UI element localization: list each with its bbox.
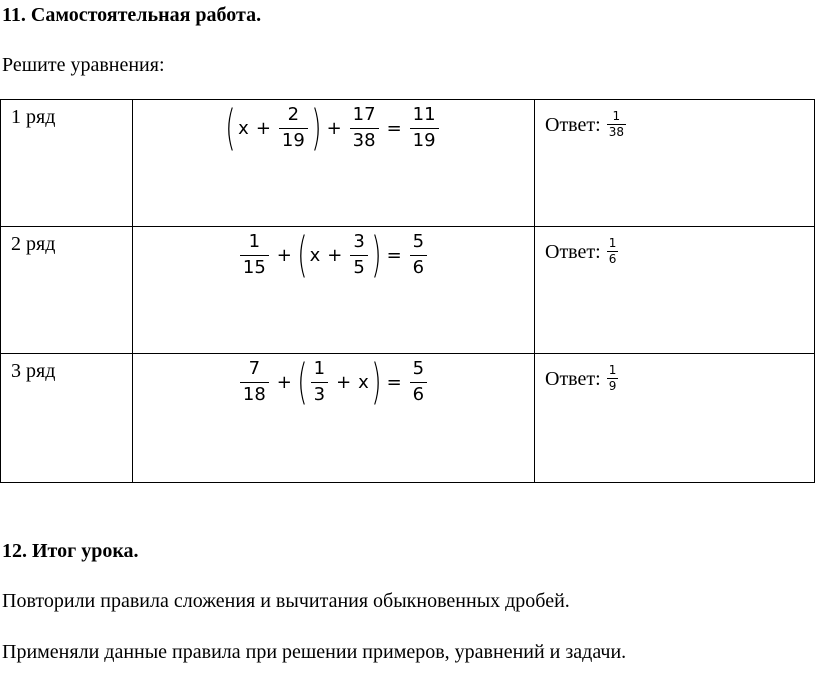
equations-table — [0, 99, 815, 483]
equation-cell — [133, 227, 535, 354]
numerator: 5 — [412, 230, 425, 252]
numerator: 5 — [412, 357, 425, 379]
answer-cell — [535, 354, 815, 483]
denominator: 6 — [410, 255, 427, 279]
equation — [133, 100, 534, 156]
fraction — [410, 232, 427, 278]
answer-cell — [535, 100, 815, 227]
numerator: 1 — [608, 363, 617, 377]
equals-sign: = — [386, 117, 402, 139]
table-row — [1, 100, 815, 227]
numerator: 11 — [412, 103, 436, 125]
plus-sign: + — [255, 117, 271, 139]
fraction — [350, 232, 367, 278]
row-label: 3 ряд — [1, 354, 133, 483]
answer-label: Ответ: — [545, 241, 601, 263]
row-label: 2 ряд — [1, 227, 133, 354]
right-paren: ) — [311, 100, 322, 156]
denominator: 38 — [608, 125, 624, 140]
plus-sign: + — [326, 117, 342, 139]
numerator: 3 — [353, 230, 365, 252]
fraction — [410, 105, 439, 151]
answer-cell — [535, 227, 815, 354]
equals-sign: = — [386, 371, 402, 393]
section-11-heading: 11. Самостоятельная работа. — [2, 4, 262, 26]
numerator: 1 — [248, 230, 261, 252]
answer — [535, 100, 814, 139]
equation-cell — [133, 354, 535, 483]
denominator: 6 — [410, 382, 427, 406]
variable-x: x — [358, 371, 369, 393]
fraction — [240, 232, 269, 278]
table-row — [1, 227, 815, 354]
row-label: 1 ряд — [1, 100, 133, 227]
denominator: 18 — [240, 382, 269, 406]
instruction-text: Решите уравнения: — [2, 54, 165, 76]
answer-fraction — [607, 110, 626, 139]
denominator: 15 — [240, 255, 269, 279]
plus-sign: + — [327, 244, 343, 266]
numerator: 7 — [248, 357, 261, 379]
numerator: 2 — [287, 103, 300, 125]
numerator: 1 — [313, 357, 326, 379]
equation — [133, 227, 534, 283]
denominator: 19 — [410, 128, 439, 152]
summary-paragraph-2: Применяли данные правила при решении примеров, уравнений и задачи. — [2, 641, 627, 663]
equation-cell — [133, 100, 535, 227]
numerator: 1 — [608, 236, 617, 250]
denominator: 38 — [350, 128, 379, 152]
fraction — [410, 359, 427, 405]
summary-paragraph-1: Повторили правила сложения и вычитания обыкновенных дробей. — [2, 590, 570, 612]
table-row — [1, 354, 815, 483]
answer — [535, 227, 814, 266]
fraction — [350, 105, 379, 151]
answer-label: Ответ: — [545, 114, 601, 136]
right-paren: ) — [371, 227, 382, 283]
denominator: 19 — [279, 128, 308, 152]
plus-sign: + — [336, 371, 352, 393]
equals-sign: = — [386, 244, 402, 266]
plus-sign: + — [276, 371, 292, 393]
answer — [535, 354, 814, 393]
variable-x: x — [309, 244, 321, 266]
fraction — [311, 359, 328, 405]
section-12-heading: 12. Итог урока. — [2, 540, 139, 562]
denominator: 9 — [608, 379, 617, 394]
fraction — [279, 105, 308, 151]
variable-x: x — [238, 117, 249, 139]
plus-sign: + — [276, 244, 292, 266]
left-paren: ( — [225, 100, 236, 156]
answer-fraction — [607, 364, 619, 393]
left-paren: ( — [297, 354, 308, 410]
answer-fraction — [607, 237, 619, 266]
numerator: 17 — [352, 103, 376, 125]
right-paren: ) — [371, 354, 382, 410]
denominator: 6 — [608, 252, 617, 267]
denominator: 3 — [311, 382, 328, 406]
equation — [133, 354, 534, 410]
answer-label: Ответ: — [545, 368, 601, 390]
denominator: 5 — [350, 255, 367, 279]
left-paren: ( — [297, 227, 308, 283]
numerator: 1 — [612, 109, 621, 123]
fraction — [240, 359, 269, 405]
